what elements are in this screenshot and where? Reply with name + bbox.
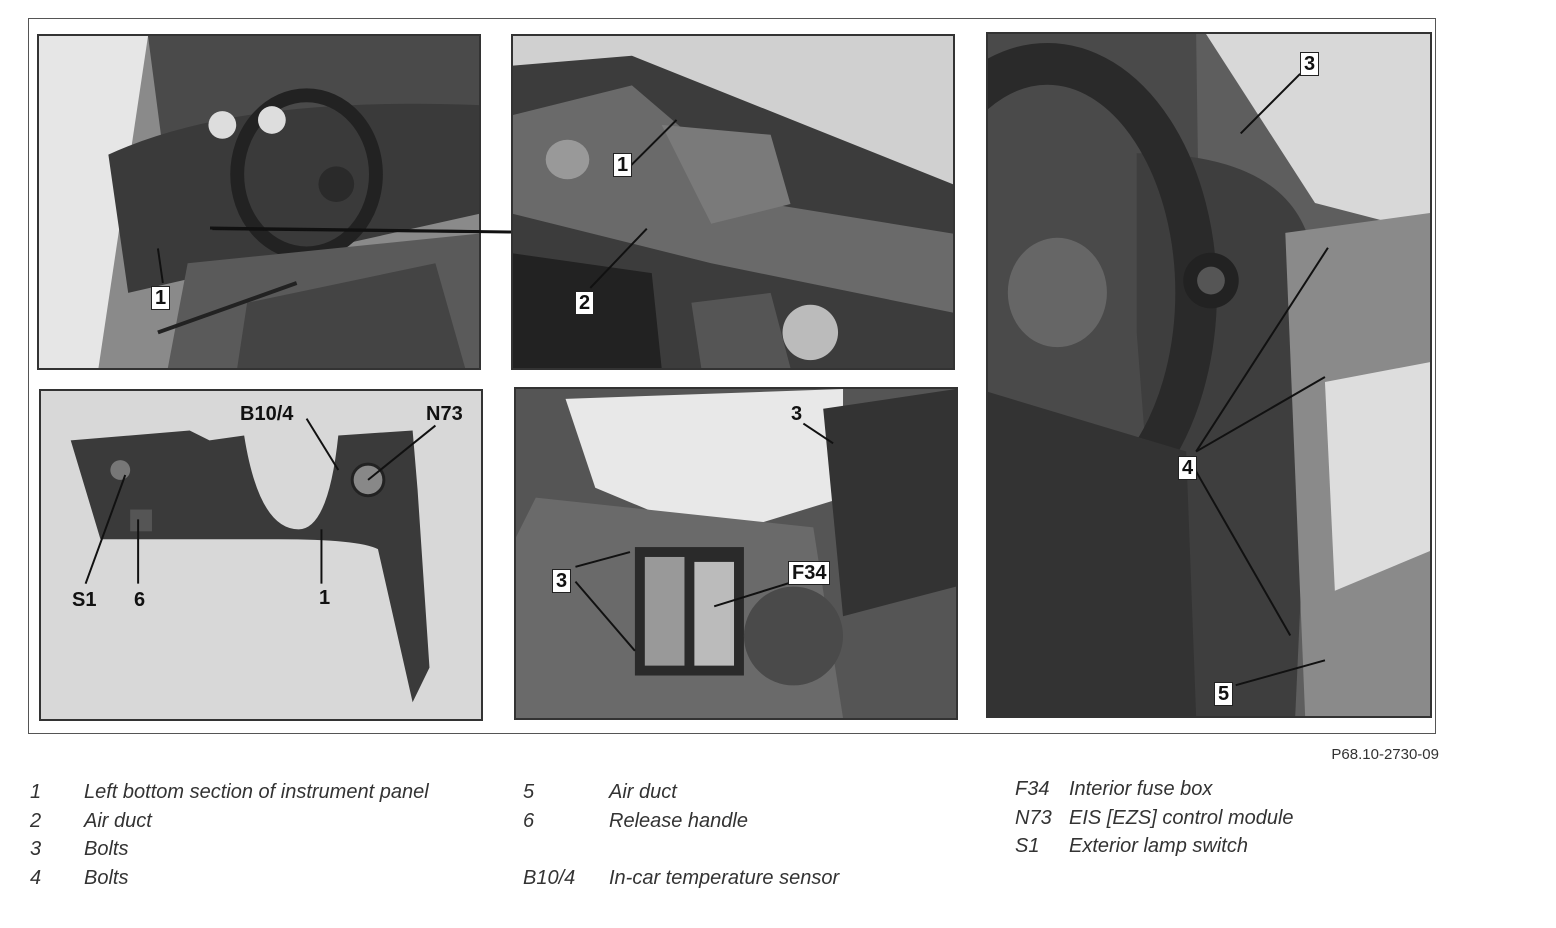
legend-item: F34 Interior fuse box: [1015, 778, 1213, 800]
callout-n73: N73: [426, 403, 463, 425]
callout-b10-4: B10/4: [240, 403, 294, 425]
legend-item: S1 Exterior lamp switch: [1015, 835, 1248, 857]
legend-item: 1 Left bottom section of instrument panel: [30, 781, 429, 803]
callout-6: 6: [134, 589, 146, 611]
photo-steering-bolts: [986, 32, 1432, 718]
photo-car-interior: [37, 34, 481, 370]
legend-item: 3 Bolts: [30, 838, 129, 860]
car-interior-illustration: [39, 36, 479, 368]
legend-column-3: [1015, 775, 1294, 861]
callout-2: 2: [575, 291, 594, 315]
callout-1: 1: [151, 286, 170, 310]
figure-code: P68.10-2730-09: [1331, 746, 1439, 763]
photo-fuse-box: [514, 387, 958, 720]
callout-5: 5: [1214, 682, 1233, 706]
callout-4: 4: [1178, 456, 1197, 480]
callout-1: 1: [319, 587, 331, 609]
callout-3-top: 3: [791, 403, 803, 425]
legend-item: 4 Bolts: [30, 866, 129, 889]
legend-column-2: [523, 778, 839, 892]
callout-f34: F34: [788, 561, 830, 585]
photo-bottom-section: [39, 389, 483, 721]
callout-s1: S1: [72, 589, 97, 611]
air-duct-illustration: [513, 36, 953, 368]
callout-3: 3: [1300, 52, 1319, 76]
legend-column-1: [30, 778, 444, 892]
legend-item: 5 Air duct: [523, 781, 677, 803]
legend-item: 6 Release handle: [523, 809, 748, 832]
photo-air-duct: [511, 34, 955, 370]
fuse-box-illustration: [516, 389, 956, 718]
legend-item: B10/4 In-car temperature sensor: [523, 866, 840, 889]
legend-item: N73 EIS [EZS] control module: [1015, 806, 1294, 829]
callout-3-left: 3: [552, 569, 571, 593]
legend-item: 2 Air duct: [30, 809, 152, 832]
steering-bolts-illustration: [988, 34, 1430, 716]
bottom-section-illustration: [41, 391, 481, 719]
callout-1: 1: [613, 153, 632, 177]
